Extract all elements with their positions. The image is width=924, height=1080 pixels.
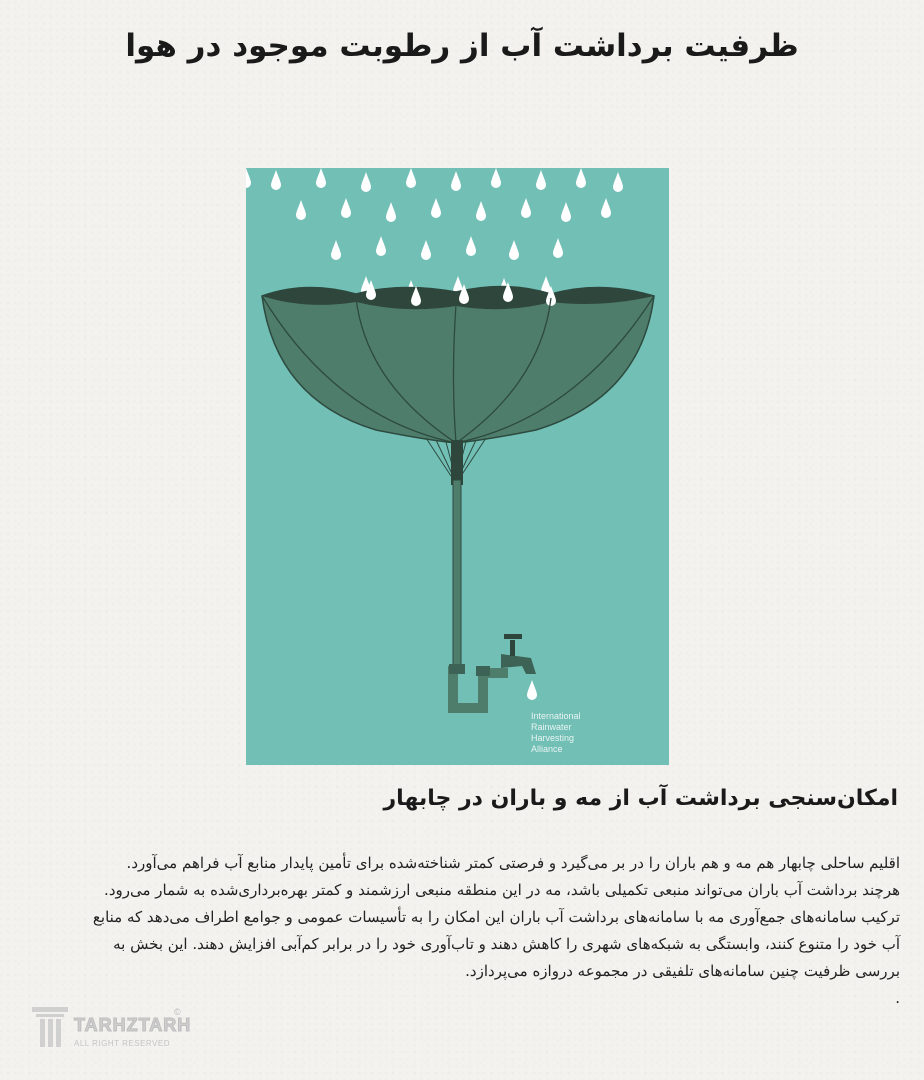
logo-mark-icon: [30, 1005, 70, 1049]
watermark-logo: [30, 1003, 190, 1053]
registered-mark: ©: [174, 1007, 181, 1017]
logo-name: TARHZTARH: [74, 1015, 192, 1035]
faucet-handle: [504, 634, 522, 639]
credit-line: Rainwater: [531, 722, 572, 732]
umbrella-faucet-illustration: [246, 168, 669, 765]
umbrella-shaft: [453, 480, 461, 670]
body-text: [70, 850, 900, 1012]
paragraph: ترکیب سامانه‌های جمع‌آوری مه با سامانه‌های برداشت آب باران این امکان را به تأسیسات عمومی و جوامع اطراف می‌دهد که منابع آب خود را متنوع کنند، وابستگی به شبکه‌های شهری را کاهش دهند و تاب‌آوری خود را در برابر کم‌آبی افزایش دهند. این بخش به بررسی ظرفیت چنین سامانه‌های تلفیقی در مجموعه دروازه می‌پردازد.: [92, 908, 900, 980]
paragraph: اقلیم ساحلی چابهار هم مه و هم باران را در بر می‌گیرد و فرصتی کمتر شناخته‌شده برای تأمین پایدار منابع آب فراهم می‌آورد.: [126, 854, 900, 872]
logo-tagline: ALL RIGHT RESERVED: [74, 1039, 170, 1048]
poster-credit: [531, 711, 611, 755]
umbrella-runner: [451, 440, 463, 485]
credit-line: Alliance: [531, 744, 563, 754]
paragraph: هرچند برداشت آب باران می‌تواند منبعی تکمیلی باشد، مه در این منطقه منبعی ارزشمند و کمتر بهره‌برداری‌شده به شمار می‌رود.: [104, 881, 900, 899]
poster-illustration: [246, 168, 669, 765]
page-title: ظرفیت برداشت آب از رطوبت موجود در هوا: [125, 28, 799, 64]
pipe-joint: [449, 664, 465, 674]
credit-line: International: [531, 711, 581, 721]
raindrops: [246, 168, 623, 300]
credit-line: Harvesting: [531, 733, 575, 743]
paragraph: .: [895, 989, 900, 1007]
umbrella-canopy: [262, 286, 654, 443]
section-title: امکان‌سنجی برداشت آب از مه و باران در چابهار: [383, 786, 898, 811]
